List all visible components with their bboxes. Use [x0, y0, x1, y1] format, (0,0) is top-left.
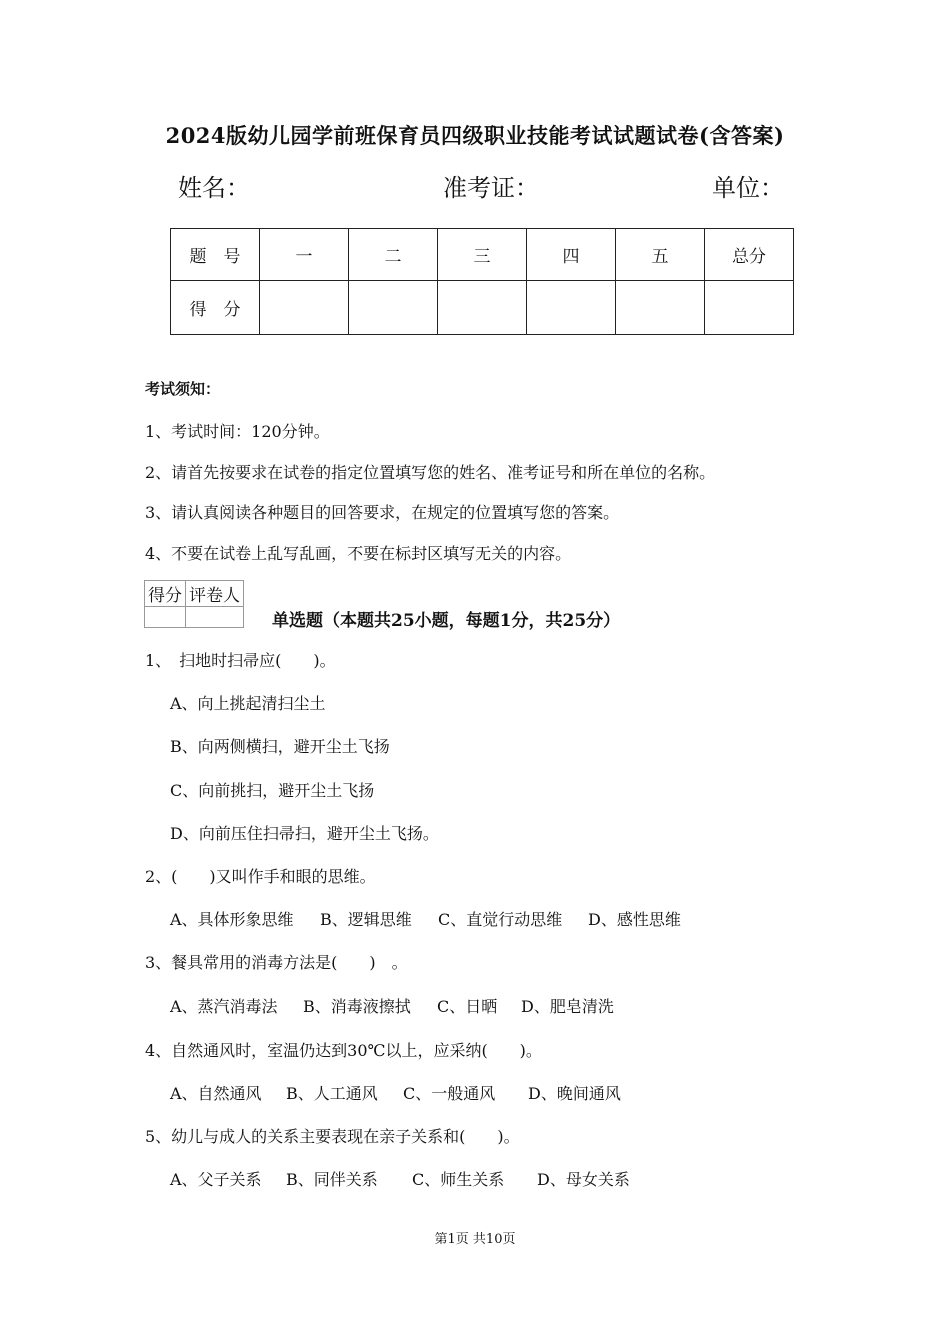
question-stem: 3、餐具常用的消毒方法是( ) 。 — [145, 953, 408, 972]
score-header-cell: 总分 — [705, 229, 794, 281]
score-cell — [438, 281, 527, 335]
question-option: C、一般通风 — [403, 1084, 496, 1103]
score-header-cell: 三 — [438, 229, 527, 281]
question-option: D、向前压住扫帚扫，避开尘土飞扬。 — [170, 824, 439, 843]
page-footer: 第1页 共10页 — [434, 1232, 516, 1247]
ticket-field-label: 准考证： — [443, 174, 539, 202]
question-option: C、师生关系 — [412, 1170, 505, 1189]
grader-box — [144, 580, 244, 628]
grader-score-label: 得分 — [145, 581, 186, 607]
score-cell — [527, 281, 616, 335]
unit-field-label: 单位： — [712, 174, 784, 202]
question-stem: 1、 扫地时扫帚应( )。 — [145, 651, 336, 670]
score-header-cell: 四 — [527, 229, 616, 281]
score-table-header-row — [171, 229, 794, 281]
question-option: A、自然通风 — [170, 1084, 262, 1103]
question-option: B、逻辑思维 — [320, 910, 412, 929]
question-option: A、向上挑起清扫尘土 — [170, 694, 326, 713]
notice-item: 1、考试时间：120分钟。 — [145, 422, 330, 441]
score-header-cell: 题 号 — [171, 229, 260, 281]
grader-reviewer-label: 评卷人 — [186, 581, 244, 607]
notice-item: 4、不要在试卷上乱写乱画，不要在标封区填写无关的内容。 — [145, 544, 572, 563]
question-option: D、母女关系 — [537, 1170, 630, 1189]
question-stem: 2、( )又叫作手和眼的思维。 — [145, 867, 376, 886]
score-cell — [260, 281, 349, 335]
notice-item: 3、请认真阅读各种题目的回答要求，在规定的位置填写您的答案。 — [145, 503, 620, 522]
question-option: B、人工通风 — [286, 1084, 378, 1103]
score-header-cell: 一 — [260, 229, 349, 281]
notice-item: 2、请首先按要求在试卷的指定位置填写您的姓名、准考证号和所在单位的名称。 — [145, 463, 716, 482]
name-field-label: 姓名： — [178, 174, 250, 202]
exam-title: 2024版幼儿园学前班保育员四级职业技能考试试题试卷(含答案) — [165, 123, 785, 148]
question-option: B、向两侧横扫，避开尘土飞扬 — [170, 737, 390, 756]
question-option: B、同伴关系 — [286, 1170, 378, 1189]
question-options-row — [170, 994, 614, 1017]
score-header-cell: 二 — [349, 229, 438, 281]
question-option: D、感性思维 — [588, 910, 681, 929]
question-option: A、父子关系 — [170, 1170, 262, 1189]
question-option: B、消毒液擦拭 — [303, 997, 411, 1016]
question-options-row — [170, 1167, 630, 1190]
question-option: D、肥皂清洗 — [521, 997, 614, 1016]
question-options-row — [170, 907, 681, 930]
score-cell — [349, 281, 438, 335]
section-title: 单选题（本题共25小题，每题1分，共25分） — [272, 611, 621, 631]
score-table — [170, 228, 794, 335]
question-option: C、日晒 — [437, 997, 498, 1016]
grader-reviewer-cell — [186, 607, 244, 628]
question-stem: 4、自然通风时，室温仍达到30℃以上，应采纳( )。 — [145, 1041, 542, 1060]
question-option: A、蒸汽消毒法 — [170, 997, 278, 1016]
score-cell — [616, 281, 705, 335]
question-options-row — [170, 1081, 621, 1104]
question-option: C、向前挑扫，避开尘土飞扬 — [170, 781, 375, 800]
score-table-score-row — [171, 281, 794, 335]
score-cell — [705, 281, 794, 335]
question-option: C、直觉行动思维 — [438, 910, 563, 929]
notice-title: 考试须知： — [145, 380, 221, 398]
score-row-label: 得 分 — [171, 281, 260, 335]
grader-score-cell — [145, 607, 186, 628]
score-header-cell: 五 — [616, 229, 705, 281]
question-option: A、具体形象思维 — [170, 910, 294, 929]
question-stem: 5、幼儿与成人的关系主要表现在亲子关系和( )。 — [145, 1127, 520, 1146]
question-option: D、晚间通风 — [528, 1084, 621, 1103]
